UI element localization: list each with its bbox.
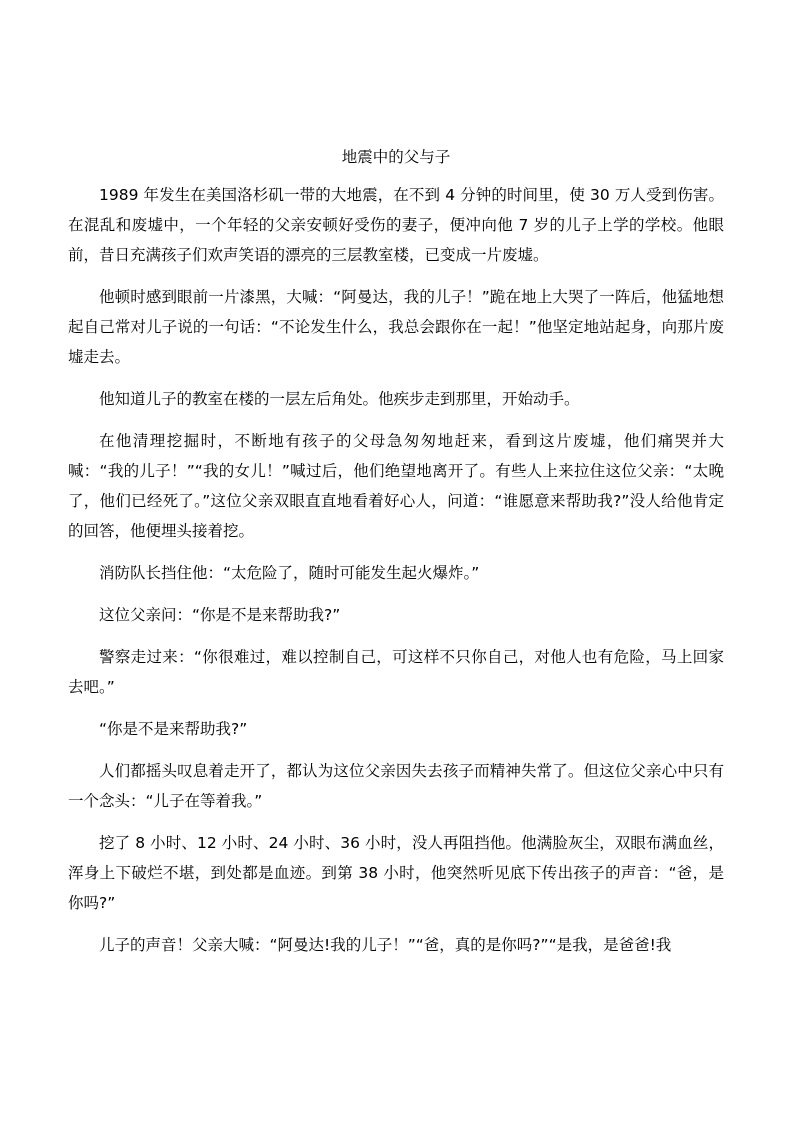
paragraph-3: 他知道儿子的教室在楼的一层左后角处。他疾步走到那里，开始动手。 [99, 390, 580, 408]
paragraph-5: 消防队长挡住他：“太危险了，随时可能发生起火爆炸。” [99, 564, 480, 582]
paragraph-4: 在他清理挖掘时，不断地有孩子的父母急匆匆地赶来，看到这片废墟，他们痛哭并大喊：“我的儿子！”“我的女儿！”喊过后，他们绝望地离开了。有些人上来拉住这位父亲：“太晚了，他们已经死了。”这位父亲双眼直直地看着好心人，问道：“谁愿意来帮助我?”没人给他肯定的回答，他便埋头接着挖。 [68, 432, 724, 540]
paragraph-6: 这位父亲问：“你是不是来帮助我?” [99, 606, 341, 624]
paragraph-9: 人们都摇头叹息着走开了，都认为这位父亲因失去孩子而精神失常了。但这位父亲心中只有一个念头：“儿子在等着我。” [68, 762, 724, 810]
paragraph-8: “你是不是来帮助我?” [99, 720, 248, 738]
paragraph-7: 警察走过来：“你很难过，难以控制自己，可这样不只你自己，对他人也有危险，马上回家去吧。” [68, 648, 724, 696]
paragraph-10: 挖了 8 小时、12 小时、24 小时、36 小时，没人再阻挡他。他满脸灰尘，双眼布满血丝，浑身上下破烂不堪，到处都是血迹。到第 38 小时，他突然听见底下传出孩子的声音：“爸，是你吗?” [68, 834, 724, 912]
paragraph-2: 他顿时感到眼前一片漆黑，大喊：“阿曼达，我的儿子！”跪在地上大哭了一阵后，他猛地想起自己常对儿子说的一句话：“不论发生什么，我总会跟你在一起！”他坚定地站起身，向那片废墟走去。 [68, 288, 724, 366]
paragraph-1: 1989 年发生在美国洛杉矶一带的大地震，在不到 4 分钟的时间里，使 30 万人受到伤害。在混乱和废墟中，一个年轻的父亲安顿好受伤的妻子，便冲向他 7 岁的儿子上学的学校。他眼前，昔日充满孩子们欢声笑语的漂亮的三层教室楼，已变成一片废墟。 [68, 186, 724, 264]
paragraph-11: 儿子的声音！父亲大喊：“阿曼达!我的儿子！”“爸，真的是你吗?”“是我，是爸爸!我 [99, 936, 672, 954]
document-body [68, 142, 724, 972]
document-title: 地震中的父与子 [341, 148, 451, 166]
